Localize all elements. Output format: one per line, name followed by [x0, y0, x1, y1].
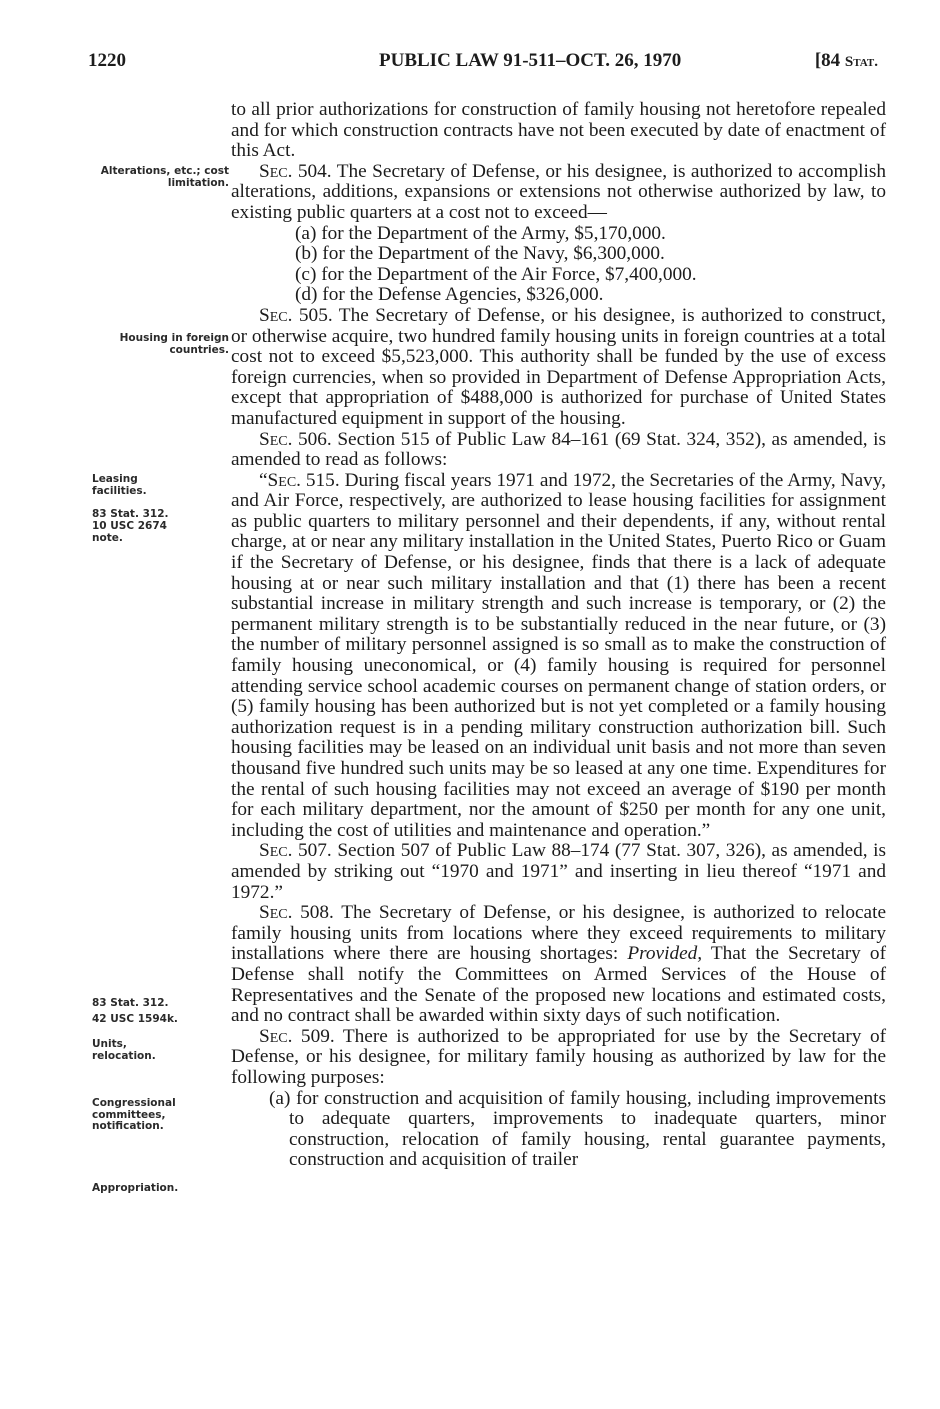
main-text	[231, 100, 886, 1171]
section-505	[231, 306, 886, 430]
margin-note-appropriation: Appropriation.	[92, 1182, 179, 1194]
section-508-text-1: The Secretary of Defense, or his designee, is authorized to relocate family housing units from locations where they exceed requirements to military installations where there are housing shortages:	[231, 902, 886, 965]
margin-note-leasing-cite1: 83 Stat. 312.	[92, 508, 169, 520]
statute-volume	[815, 50, 878, 72]
section-506-text: Section 515 of Public Law 84–161 (69 Stat. 324, 352), as amended, is amended to read as follows:	[231, 428, 886, 471]
section-508-text-2: That the Secretary of Defense shall notify the Committees on Armed Services of the House of Representatives and the Senate of the proposed new locations and estimated costs, and no contract shall be awarded within sixty days of such notification.	[231, 943, 886, 1027]
section-508-label: Sec. 508.	[259, 902, 334, 924]
section-504-label: Sec. 504.	[259, 160, 332, 182]
section-504-item-b: (b) for the Department of the Navy, $6,300,000.	[295, 243, 665, 265]
section-508-provided: Provided,	[627, 943, 703, 965]
margin-note-units-relocation: Units, relocation.	[92, 1038, 156, 1062]
section-515-text: During fiscal years 1971 and 1972, the Secretaries of the Army, Navy, and Air Force, respectively, are authorized to lease housing facilities for assignment as public quarters to military personnel and their dependents, if any, without rental charge, at or near any military installation in the United States, Puerto Rico or Guam if the Secretary of Defense, or his designee, finds that there is a lack of adequate housing at or near such military installation and that (1) there has been a recent substantial increase in military strength and such increase is temporary, or (2) the permanent military strength is to be substantially reduced in the near future, or (3) the number of military personnel assigned is so small as to make the construction of family housing uneconomical, or (4) family housing is required for personnel attending service school academic courses on permanent change of station orders, or (5) family housing has been authorized but is not yet completed or a family housing authorization request is in a pending military construction authorization bill. Such housing facilities may be leased on an individual unit basis and not more than seven thousand five hundred such units may be so leased at any one time. Expenditures for the rental of such housing facilities may not exceed an average of $190 per month for each military department, nor the amount of $250 per month for any one unit, including the cost of utilities and maintenance and operation.”	[231, 469, 886, 841]
section-509	[231, 1027, 886, 1089]
margin-note-alterations: Alterations, etc.; cost limitation.	[100, 165, 229, 189]
section-504	[231, 162, 886, 224]
section-515-label: “Sec. 515.	[259, 469, 340, 491]
statute-word: Stat.	[844, 54, 878, 70]
section-509-text: There is authorized to be appropriated for use by the Secretary of Defense, or his designee, for military family housing as authorized by law for the following purposes:	[231, 1025, 887, 1088]
section-504-item-c: (c) for the Department of the Air Force, $7,400,000.	[295, 263, 697, 285]
section-504-item-d: (d) for the Defense Agencies, $326,000.	[295, 284, 604, 306]
section-504-text: The Secretary of Defense, or his designee, is authorized to accomplish alterations, additions, expansions or extensions not otherwise authorized by law, to existing public quarters at a cost not to exceed—	[231, 160, 886, 223]
section-505-text: The Secretary of Defense, or his designee, is authorized to construct, or otherwise acquire, two hundred family housing units in foreign countries at a total cost not to exceed $5,523,000. This authority shall be funded by the use of excess foreign currencies, when so provided in Department of Defense Appropriation Acts, except that appropriation of $488,000 is authorized for purchase of United States manufactured equipment in support of the housing.	[231, 304, 886, 429]
margin-note-sec507-cite1: 83 Stat. 312.	[92, 997, 169, 1009]
section-507-label: Sec. 507.	[259, 840, 332, 862]
section-507-text: Section 507 of Public Law 88–174 (77 Stat. 307, 326), as amended, is amended by striking out “1970 and 1971” and inserting in lieu thereof “1971 and 1972.”	[231, 840, 886, 903]
section-506	[231, 430, 886, 471]
section-515-quoted	[231, 471, 886, 842]
page-header	[88, 50, 888, 80]
section-508	[231, 903, 886, 1027]
section-509-label: Sec. 509.	[259, 1025, 335, 1047]
section-509-item-a: (a) for construction and acquisition of family housing, including improvements to adequate quarters, improvements to inadequate quarters, minor construction, relocation of family housing, rental guarantee payments, construction and acquisition of trailer	[269, 1087, 886, 1171]
page-number: 1220	[88, 50, 126, 71]
section-505-label: Sec. 505.	[259, 304, 333, 326]
margin-note-sec507-cite2: 42 USC 1594k.	[92, 1013, 178, 1025]
margin-note-congressional: Congressional committees, notification.	[92, 1097, 176, 1132]
statute-prefix: [84	[814, 50, 845, 71]
section-506-label: Sec. 506.	[259, 428, 332, 450]
margin-note-leasing-cite2: 10 USC 2674 note.	[92, 520, 167, 544]
section-504-item-a: (a) for the Department of the Army, $5,170,000.	[295, 222, 666, 244]
section-507	[231, 841, 886, 903]
paragraph-intro: to all prior authorizations for construction of family housing not heretofore repealed and for which construction contracts have not been executed by date of enactment of this Act.	[231, 99, 886, 162]
margin-note-leasing: Leasing facilities.	[92, 473, 147, 497]
page-title: PUBLIC LAW 91-511–OCT. 26, 1970	[379, 50, 682, 71]
margin-note-housing-foreign: Housing in foreign countries.	[119, 332, 229, 356]
